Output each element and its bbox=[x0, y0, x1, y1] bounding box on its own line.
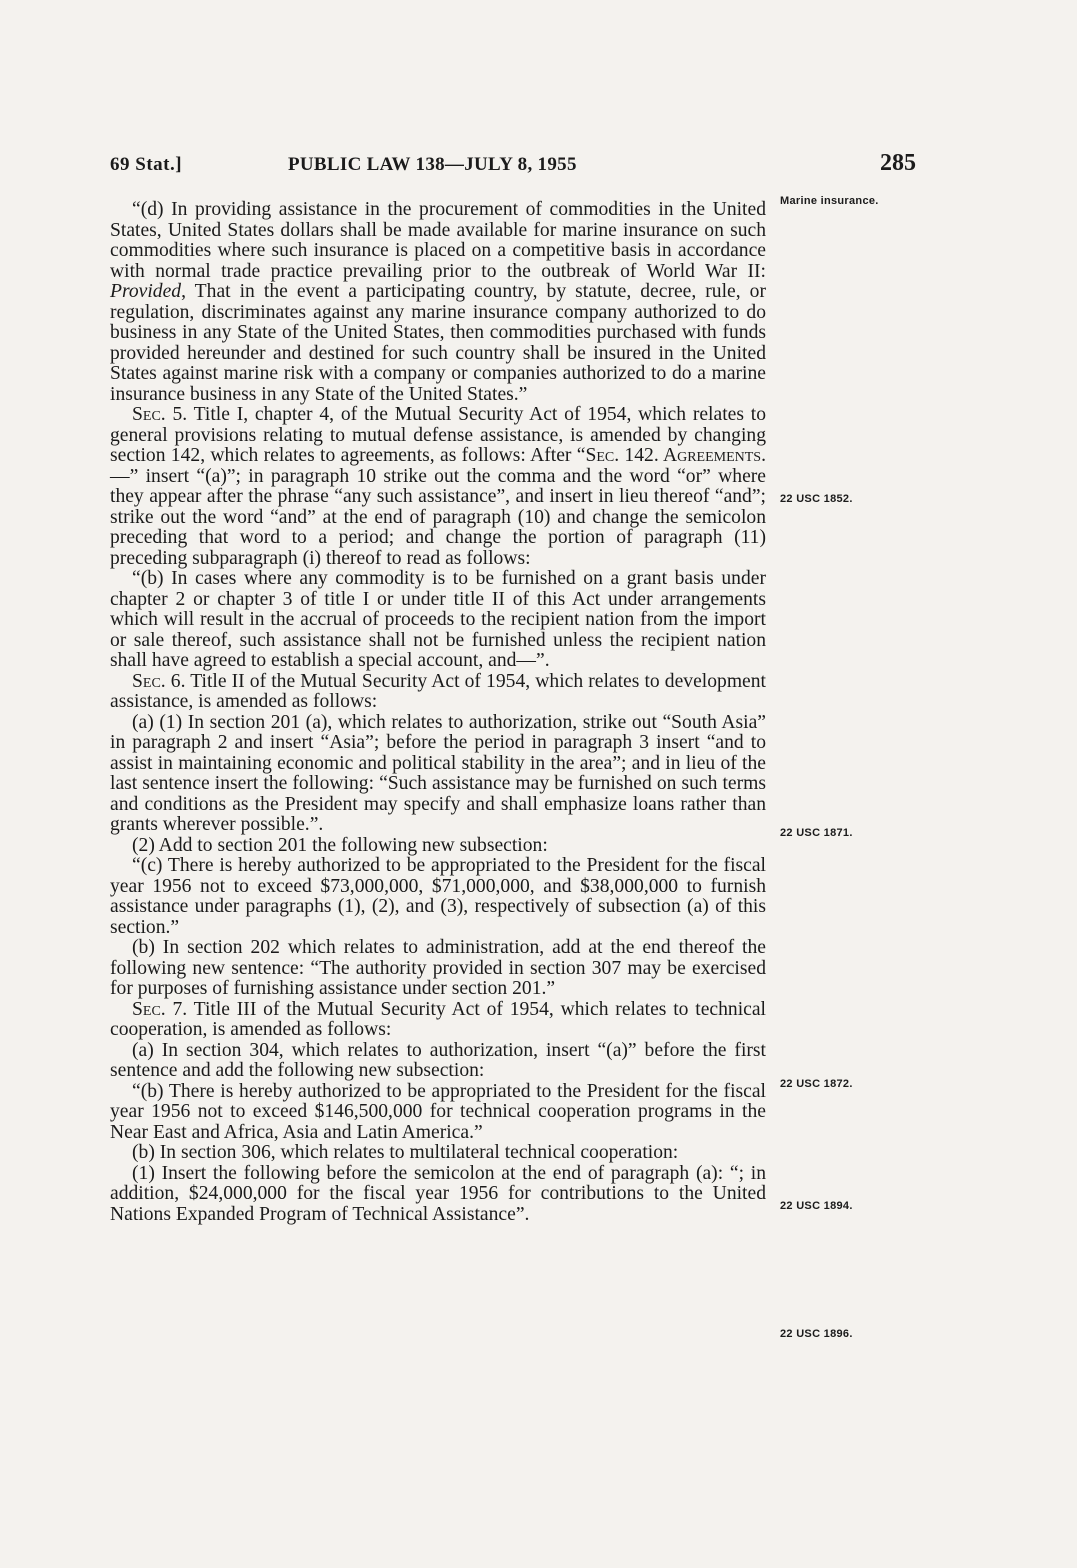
paragraph-section-201a: (a) (1) In section 201 (a), which relates to authorization, strike out “South Asia” in paragraph 2 and insert “Asia”; before the period in paragraph 3 insert “and to assist in maintaining economic and political stability in the area”; and in lieu of the last sentence insert the following: “Such assistance may be furnished on such terms and conditions as the President may specify and shall emphasize loans rather than grants wherever possible.”. bbox=[110, 711, 766, 835]
page-number: 285 bbox=[880, 150, 916, 176]
proviso-italic: Provided bbox=[110, 281, 182, 302]
paragraph-insert-addition: (1) Insert the following before the semicolon at the end of paragraph (a): “; in addition, $24,000,000 for the fiscal year 1956 for contributions to the United Nations Expanded Program of Technical Assistance”. bbox=[110, 1162, 766, 1225]
paragraph-section-202: (b) In section 202 which relates to administration, add at the end thereof the following new sentence: “The authority provided in section 307 may be exercised for purposes of furnishing assistance under section 201.” bbox=[110, 937, 766, 999]
margin-note-22-usc-1894: 22 USC 1894. bbox=[780, 1200, 853, 1212]
paragraph-marine-insurance: “(d) In providing assistance in the procurement of commodities in the United States, United States dollars shall be made available for marine insurance on such commodities where such insurance is placed on a competitive basis in accordance with normal trade practice prevailing prior to the outbreak of World War II: Provided, That in the event a participating country, by statute, decree, rule, or regulation, discriminates against any marine insurance company authorized to do business in any State of the United States, then commodities purchased with funds provided hereunder and destined for such country shall be insured in the United States against marine risk with a company or companies authorized to do a marine insurance business in any State of the United States.” bbox=[110, 199, 766, 405]
law-title: PUBLIC LAW 138—JULY 8, 1955 bbox=[288, 154, 577, 175]
paragraph-add-subsection: (2) Add to section 201 the following new subsection: bbox=[132, 834, 548, 856]
margin-note-22-usc-1872: 22 USC 1872. bbox=[780, 1078, 853, 1090]
section-label: Sec. 5. bbox=[132, 404, 188, 425]
paragraph-sec-5: Sec. 5. Title I, chapter 4, of the Mutual Security Act of 1954, which relates to general provisions relating to mutual defense assistance, is amended by changing section 142, which relates to agreements, as follows: After “Sec. 142. Agreements.—” insert “(a)”; in paragraph 10 strike out the comma and the word “or” where they appear after the phrase “any such assistance”, and insert in lieu thereof “and”; strike out the word “and” at the end of paragraph (10) and change the semicolon preceding that word to a period; and change the portion of paragraph (11) preceding subparagraph (i) thereof to read as follows: bbox=[110, 404, 766, 569]
section-label: Sec. 6. bbox=[132, 670, 186, 692]
margin-note-22-usc-1871: 22 USC 1871. bbox=[780, 827, 853, 839]
body-text bbox=[110, 200, 766, 1225]
paragraph-section-304: (a) In section 304, which relates to authorization, insert “(a)” before the first sentence and add the following new subsection: bbox=[110, 1039, 766, 1081]
page-header bbox=[110, 150, 920, 180]
paragraph-special-account: “(b) In cases where any commodity is to be furnished on a grant basis under chapter 2 or chapter 3 of title I or under title II of this Act under arrangements which will result in the accrual of proceeds to the recipient nation from the import or sale thereof, such assistance shall not be furnished unless the recipient nation shall have agreed to establish a special account, and—”. bbox=[110, 568, 766, 671]
margin-note-22-usc-1852: 22 USC 1852. bbox=[780, 493, 853, 505]
paragraph-section-306: (b) In section 306, which relates to multilateral technical cooperation: bbox=[132, 1142, 679, 1163]
paragraph-subsection-c: “(c) There is hereby authorized to be appropriated to the President for the fiscal year 1956 not to exceed $73,000,000, $71,000,000, and $38,000,000 to furnish assistance under paragraphs (1), (2), and (3), respectively of subsection (a) of this section.” bbox=[110, 855, 766, 938]
paragraph-subsection-b: “(b) There is hereby authorized to be appropriated to the President for the fiscal year 1956 not to exceed $146,500,000 for technical cooperation programs in the Near East and Africa, Asia and Latin America.” bbox=[110, 1080, 766, 1143]
volume-label: 69 Stat.] bbox=[110, 154, 183, 175]
paragraph-sec-6: Sec. 6. Title II of the Mutual Security Act of 1954, which relates to development assistance, is amended as follows: bbox=[110, 670, 766, 712]
margin-note-marine-insurance: Marine insurance. bbox=[780, 195, 879, 207]
margin-note-22-usc-1896: 22 USC 1896. bbox=[780, 1328, 853, 1340]
section-label: Sec. 7. bbox=[132, 998, 188, 1020]
paragraph-sec-7: Sec. 7. Title III of the Mutual Security Act of 1954, which relates to technical cooperation, is amended as follows: bbox=[110, 998, 767, 1040]
